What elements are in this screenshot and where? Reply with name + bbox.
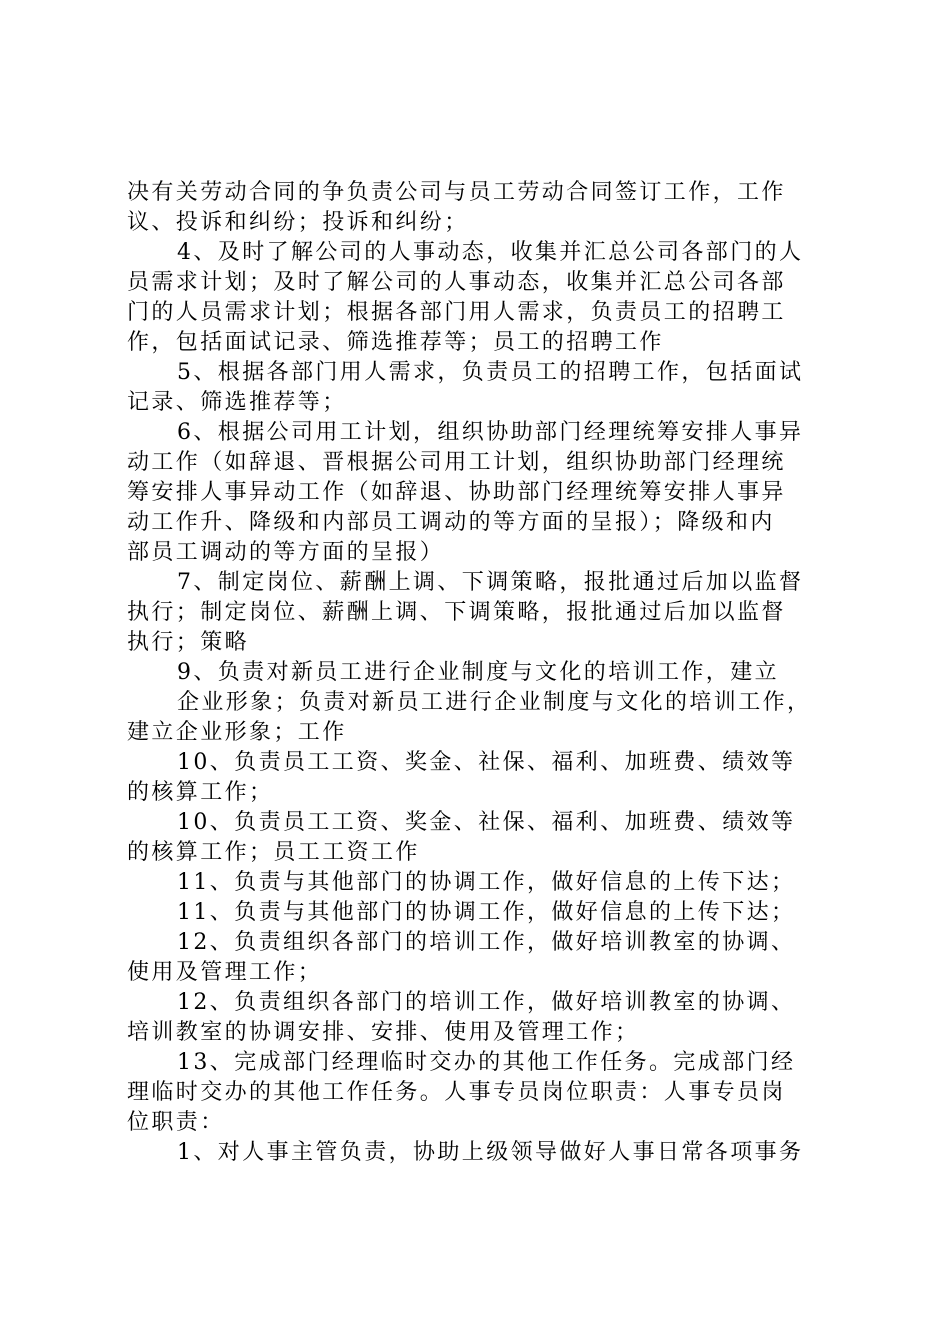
text-line: 培训教室的协调安排、安排、使用及管理工作； [127, 1020, 640, 1045]
text-line: 部员工调动的等方面的呈报） [127, 540, 445, 565]
text-line: 10、负责员工工资、奖金、社保、福利、加班费、绩效等 [177, 810, 796, 835]
text-line: 记录、筛选推荐等； [127, 390, 347, 415]
text-line: 的核算工作；员工工资工作 [127, 840, 420, 865]
text-line: 执行；制定岗位、薪酬上调、下调策略，报批通过后加以监督 [127, 600, 786, 625]
text-line: 1、对人事主管负责，协助上级领导做好人事日常各项事务 [177, 1140, 804, 1165]
text-line: 12、负责组织各部门的培训工作，做好培训教室的协调、 [177, 990, 796, 1015]
text-line: 建立企业形象；工作 [127, 720, 347, 745]
text-line: 执行；策略 [127, 630, 250, 655]
text-line: 使用及管理工作； [127, 960, 323, 985]
text-line: 员需求计划；及时了解公司的人事动态，收集并汇总公司各部 [127, 270, 786, 295]
text-line: 10、负责员工工资、奖金、社保、福利、加班费、绩效等 [177, 750, 796, 775]
document-body [127, 178, 833, 1168]
text-line: 作，包括面试记录、筛选推荐等；员工的招聘工作 [127, 330, 664, 355]
text-line: 理临时交办的其他工作任务。人事专员岗位职责：人事专员岗 [127, 1080, 786, 1105]
text-line: 11、负责与其他部门的协调工作，做好信息的上传下达； [177, 870, 796, 895]
text-line: 企业形象；负责对新员工进行企业制度与文化的培训工作， [177, 690, 812, 715]
text-line: 筹安排人事异动工作（如辞退、协助部门经理统筹安排人事异 [127, 480, 786, 505]
text-line: 9、负责对新员工进行企业制度与文化的培训工作，建立 [177, 660, 779, 685]
text-line: 位职责： [127, 1110, 225, 1135]
text-line: 决有关劳动合同的争负责公司与员工劳动合同签订工作，工作 [127, 180, 786, 205]
text-line: 动工作（如辞退、晋根据公司用工计划，组织协助部门经理统 [127, 450, 786, 475]
text-line: 13、完成部门经理临时交办的其他工作任务。完成部门经 [177, 1050, 796, 1075]
text-line: 议、投诉和纠纷；投诉和纠纷； [127, 210, 469, 235]
text-line: 11、负责与其他部门的协调工作，做好信息的上传下达； [177, 900, 796, 925]
text-line: 门的人员需求计划；根据各部门用人需求，负责员工的招聘工 [127, 300, 786, 325]
text-line: 动工作升、降级和内部员工调动的等方面的呈报）；降级和内 [127, 510, 775, 535]
text-line: 12、负责组织各部门的培训工作，做好培训教室的协调、 [177, 930, 796, 955]
text-line: 5、根据各部门用人需求，负责员工的招聘工作，包括面试 [177, 360, 804, 385]
text-line: 的核算工作； [127, 780, 274, 805]
text-line: 4、及时了解公司的人事动态，收集并汇总公司各部门的人 [177, 240, 804, 265]
text-line: 7、制定岗位、薪酬上调、下调策略，报批通过后加以监督 [177, 570, 804, 595]
text-line: 6、根据公司用工计划，组织协助部门经理统筹安排人事异 [177, 420, 804, 445]
